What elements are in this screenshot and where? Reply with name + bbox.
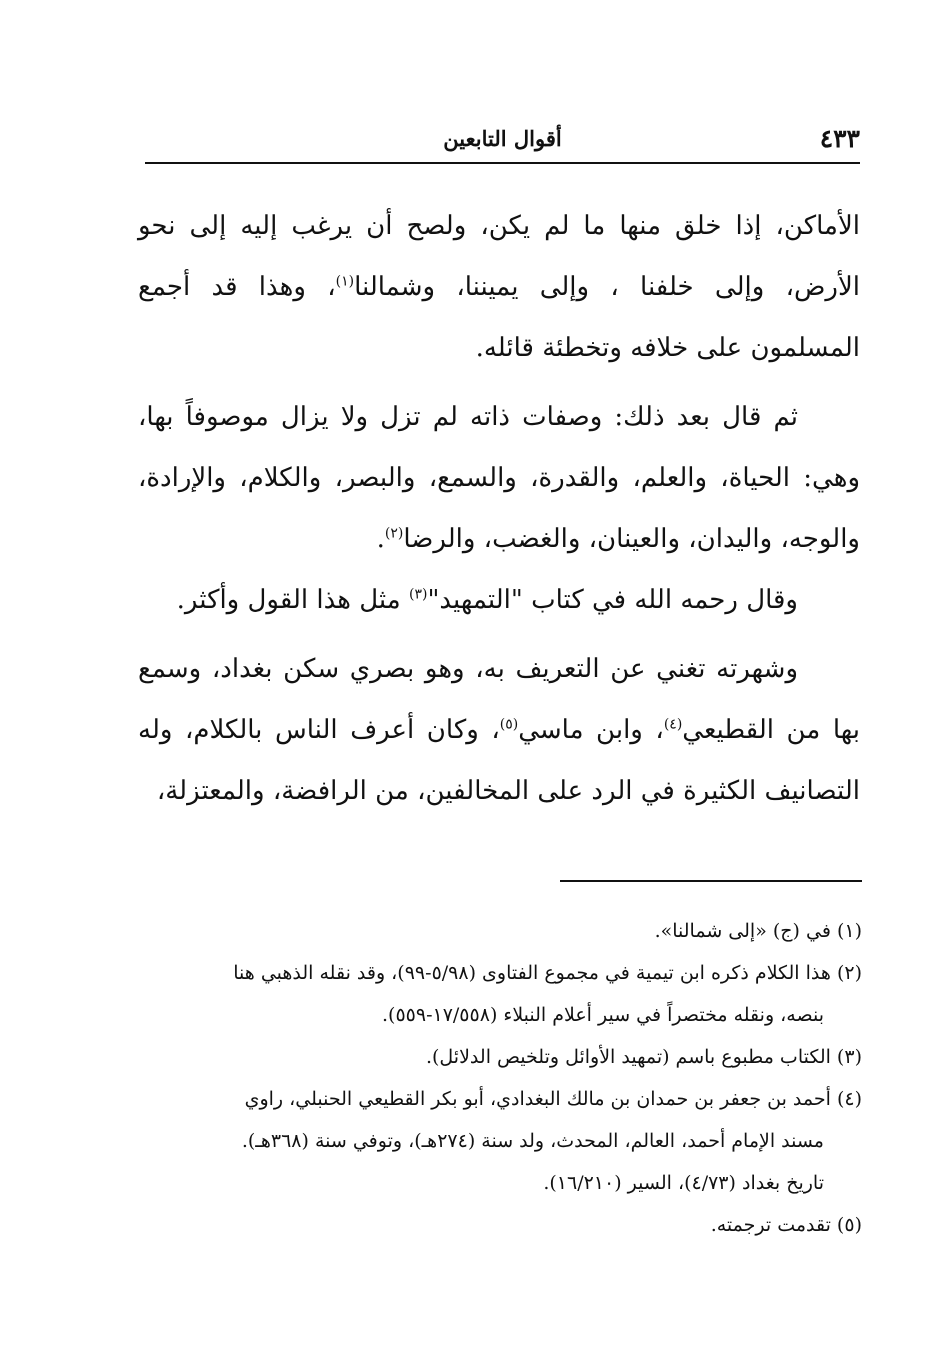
footnote-3: (٣) الكتاب مطبوع باسم (تمهيد الأوائل وتلخيص الدلائل). — [425, 1046, 862, 1068]
text-line: التصانيف الكثيرة في الرد على المخالفين، من الرافضة، والمعتزلة، — [156, 776, 860, 806]
footnote-marker-3: (٣) — [408, 586, 428, 603]
text-line: وتخطئة قائله. — [475, 333, 622, 363]
footnote-1: (١) في (ج) «إلى شمالنا». — [654, 920, 862, 942]
page-header — [145, 118, 860, 164]
footnote-5: (٥) تقدمت ترجمته. — [710, 1214, 862, 1236]
text-line: ثم قال بعد ذلك: وصفات ذاته لم تزل ولا يزال موصوفاً بها، وهي: — [138, 402, 860, 493]
footnote-2-continuation: بنصه، ونقله مختصراً في سير أعلام النبلاء (١٧/٥٥٨-٥٥٩). — [382, 1004, 824, 1026]
paragraph-4 — [138, 639, 860, 822]
text-line: وشهرته تغني عن التعريف به، وهو بصري سكن بغداد، وسمع بها — [138, 654, 861, 745]
footnote-marker-1: (١) — [335, 273, 355, 290]
text-line: ، وابن ماسي — [518, 715, 664, 745]
footnote-marker-5: (٥) — [499, 716, 519, 733]
text-line: ، وهذا قد أجمع المسلمون على خلافه — [138, 272, 860, 363]
main-text — [138, 196, 860, 822]
footnote-separator — [560, 880, 862, 882]
running-title: أقوال التابعين — [443, 126, 562, 151]
footnote-4-continuation: مسند الإمام أحمد، العالم، المحدث، ولد سنة (٢٧٤هـ)، وتوفي سنة (٣٦٨هـ). — [241, 1130, 824, 1152]
text-line: من القطيعي — [682, 715, 821, 745]
page-number: ٤٣٣ — [819, 124, 860, 153]
paragraph-2 — [138, 387, 860, 570]
paragraph-1 — [138, 196, 860, 379]
text-line: الأماكن، إذا خلق منها ما لم يكن، ولصح أن يرغب إليه إلى نحو الأرض، — [138, 211, 860, 302]
footnote-2: (٢) هذا الكلام ذكره ابن تيمية في مجموع الفتاوى (٥/٩٨-٩٩)، وقد نقله الذهبي هنا — [233, 962, 862, 984]
footnote-4: (٤) أحمد بن جعفر بن حمدان بن مالك البغدادي، أبو بكر القطيعي الحنبلي، راوي — [244, 1088, 862, 1110]
footnotes — [140, 910, 862, 1246]
paragraph-3 — [138, 570, 860, 631]
text-line: وإلى خلفنا ، وإلى يميننا، وشمالنا — [354, 272, 765, 302]
footnote-marker-2: (٢) — [384, 525, 404, 542]
text-line: وقال رحمه الله في كتاب "التمهيد" — [427, 585, 798, 615]
text-line: واليدان، والعينان، والغضب، والرضا — [403, 524, 773, 554]
footnote-marker-4: (٤) — [663, 716, 683, 733]
text-line: الحياة، والعلم، والقدرة، والسمع، والبصر، والكلام، والإرادة، والوجه، — [138, 463, 860, 554]
text-line: . — [376, 524, 385, 554]
footnote-4-continuation: تاريخ بغداد (٤/٧٣)، السير (١٦/٢١٠). — [543, 1172, 824, 1194]
text-line: ، وكان أعرف الناس بالكلام، وله — [138, 715, 500, 745]
text-line: مثل هذا القول وأكثر. — [176, 585, 409, 615]
